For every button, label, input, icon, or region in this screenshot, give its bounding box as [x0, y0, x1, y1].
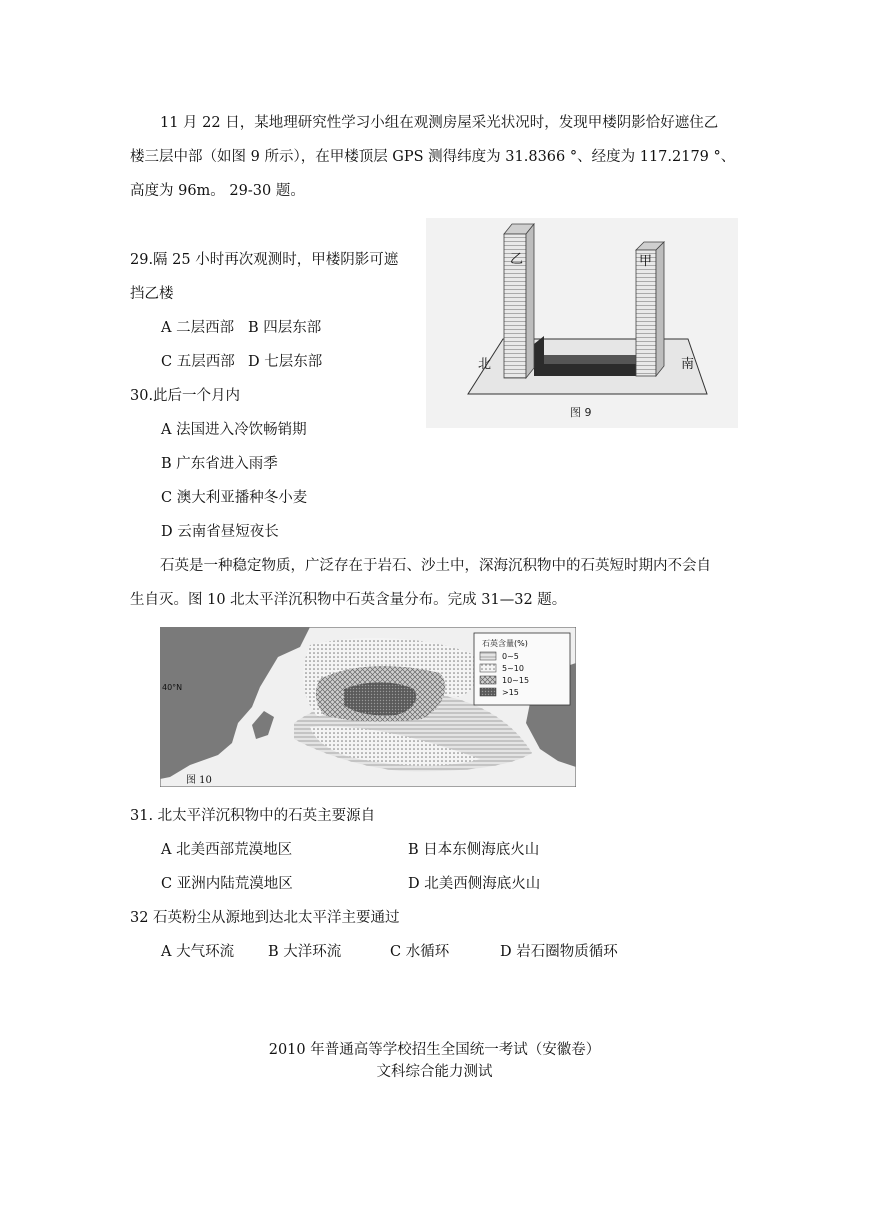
q32-option-b: B 大洋环流 — [268, 944, 342, 960]
q30-option-d: D 云南省昼短夜长 — [161, 524, 279, 540]
figure-9-background — [426, 218, 738, 428]
q29-stem-line1: 29.隔 25 小时再次观测时，甲楼阴影可遮 — [130, 252, 399, 268]
label-jia: 甲 — [639, 254, 653, 269]
q31-stem: 31. 北太平洋沉积物中的石英主要源自 — [130, 808, 376, 824]
legend-label-10-15: 10~15 — [502, 676, 530, 685]
intro2-line2: 生自灭。图 10 北太平洋沉积物中石英含量分布。完成 31—32 题。 — [130, 592, 567, 608]
q29-option-a: A 二层西部 — [161, 320, 235, 336]
map-legend — [474, 633, 570, 705]
q30-option-b: B 广东省进入雨季 — [161, 456, 278, 472]
label-south: 南 — [681, 357, 695, 372]
q29-option-d: D 七层东部 — [248, 354, 323, 370]
q30-option-c: C 澳大利亚播种冬小麦 — [161, 490, 308, 506]
legend-swatch-over-15 — [480, 688, 496, 696]
intro2-line1: 石英是一种稳定物质，广泛存在于岩石、沙土中，深海沉积物中的石英短时期内不会自 — [160, 558, 711, 574]
q32-stem: 32 石英粉尘从源地到达北太平洋主要通过 — [130, 910, 400, 926]
q31-option-d: D 北美西侧海底火山 — [408, 876, 541, 892]
q29-option-b: B 四层东部 — [248, 320, 322, 336]
building-jia-side — [656, 242, 664, 376]
intro1-line2: 楼三层中部（如图 9 所示），在甲楼顶层 GPS 测得纬度为 31.8366 °、经度为 117.2179 °、 — [130, 149, 736, 165]
building-yi-side — [526, 224, 534, 378]
q31-option-c: C 亚洲内陆荒漠地区 — [161, 876, 293, 892]
intro1-line1: 11 月 22 日，某地理研究性学习小组在观测房屋采光状况时，发现甲楼阴影恰好遮住乙 — [160, 115, 719, 131]
q31-option-b: B 日本东侧海底火山 — [408, 842, 540, 858]
q29-option-c: C 五层西部 — [161, 354, 235, 370]
q29-stem-line2: 挡乙楼 — [130, 286, 174, 302]
exam-title: 2010 年普通高等学校招生全国统一考试（安徽卷） — [268, 1042, 601, 1058]
figure-9 — [426, 218, 738, 428]
legend-swatch-0-5 — [480, 652, 496, 660]
shadow-edge — [544, 355, 636, 364]
legend-title: 石英含量(%) — [482, 639, 528, 648]
legend-swatch-10-15 — [480, 676, 496, 684]
intro1-line3: 高度为 96m。 29-30 题。 — [130, 183, 305, 199]
figure-9-drawing — [426, 218, 738, 428]
figure-10 — [160, 627, 576, 787]
exam-subtitle: 文科综合能力测试 — [376, 1064, 493, 1080]
figure-10-map — [160, 627, 576, 787]
q30-option-a: A 法国进入冷饮畅销期 — [161, 422, 307, 438]
q32-option-a: A 大气环流 — [161, 944, 235, 960]
q31-option-a: A 北美西部荒漠地区 — [161, 842, 293, 858]
figure-10-caption: 图 10 — [186, 775, 212, 786]
latitude-label: 40°N — [162, 683, 183, 692]
q30-stem: 30.此后一个月内 — [130, 388, 241, 404]
legend-swatch-5-10 — [480, 664, 496, 672]
q32-option-d: D 岩石圈物质循环 — [500, 944, 618, 960]
legend-label-5-10: 5~10 — [502, 664, 524, 673]
legend-label-over-15: >15 — [502, 688, 519, 697]
legend-label-0-5: 0~5 — [502, 652, 519, 661]
figure-9-caption: 图 9 — [570, 406, 592, 419]
label-yi: 乙 — [510, 252, 524, 267]
zone-over-15 — [344, 682, 416, 715]
q32-option-c: C 水循环 — [390, 944, 450, 960]
label-north: 北 — [478, 357, 492, 372]
